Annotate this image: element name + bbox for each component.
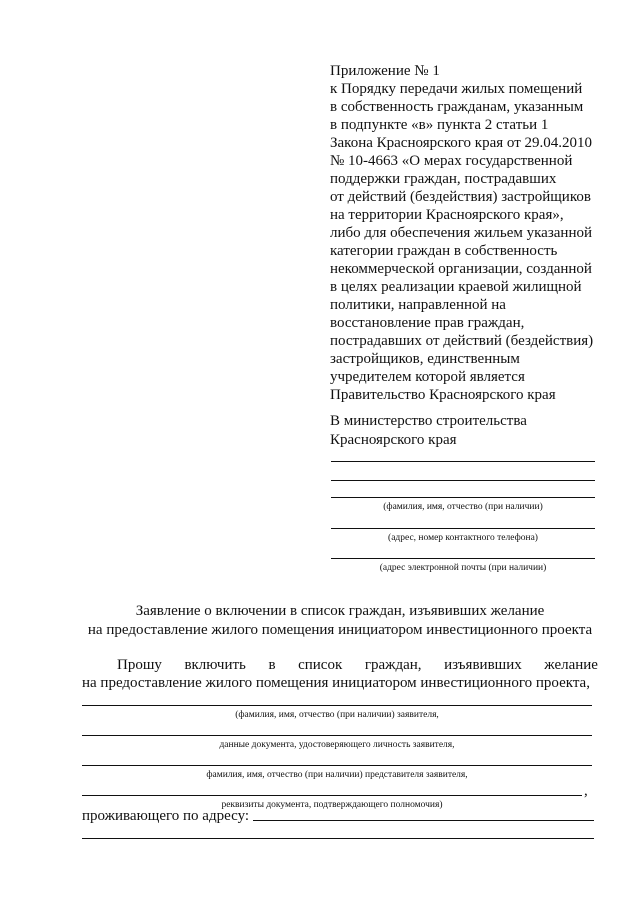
appendix-line: учредителем которой является <box>330 369 525 385</box>
identity-document-field[interactable] <box>82 735 592 750</box>
appendix-line: к Порядку передачи жилых помещений <box>330 81 583 97</box>
request-word: граждан, <box>364 657 422 673</box>
appendix-line: пострадавших от действий (бездействия) <box>330 333 594 349</box>
applicant-address-caption: (адрес, номер контактного телефона) <box>388 533 538 543</box>
appendix-line: категории граждан в собственность <box>330 243 558 259</box>
appendix-line: в целях реализации краевой жилищной <box>330 279 582 295</box>
appendix-line: на территории Красноярского края», <box>330 207 564 223</box>
recipient-line-1: В министерство строительства <box>330 413 527 429</box>
field-comma: , <box>584 783 588 799</box>
applicant-name-caption: (фамилия, имя, отчество (при наличии) заявителя, <box>235 710 439 720</box>
appendix-line: № 10-4663 «О мерах государственной <box>330 153 573 169</box>
appendix-line: в подпункте «в» пункта 2 статьи 1 <box>330 117 549 133</box>
request-word: желание <box>544 657 598 673</box>
applicant-email-caption: (адрес электронной почты (при наличии) <box>379 563 547 573</box>
appendix-line: застройщиков, единственным <box>330 351 520 367</box>
recipient-line-2: Красноярского края <box>330 432 457 448</box>
request-word: включить <box>184 657 246 673</box>
residence-address-field[interactable] <box>253 820 594 821</box>
applicant-blank-line-1[interactable] <box>331 461 595 462</box>
appendix-line: восстановление прав граждан, <box>330 315 525 331</box>
request-line-2: на предоставление жилого помещения инициатором инвестиционного проекта, <box>82 675 590 691</box>
residence-address-row <box>82 808 594 825</box>
appendix-line: в собственность гражданам, указанным <box>330 99 584 115</box>
appendix-line: Закона Красноярского края от 29.04.2010 <box>330 135 593 151</box>
appendix-line: Правительство Красноярского края <box>330 387 556 403</box>
appendix-line: политики, направленной на <box>330 297 506 313</box>
appendix-line: либо для обеспечения жильем указанной <box>330 225 593 241</box>
title-line-2: на предоставление жилого помещения инициатором инвестиционного проекта <box>87 622 593 638</box>
recipient-block <box>330 412 610 450</box>
request-word: Прошу <box>117 657 162 673</box>
applicant-fio-field[interactable] <box>331 497 595 512</box>
authority-document-caption: реквизиты документа, подтверждающего полномочия) <box>221 800 443 810</box>
residence-address-label: проживающего по адресу: <box>82 808 250 824</box>
request-paragraph <box>82 656 598 692</box>
appendix-line: Приложение № 1 <box>330 63 440 79</box>
application-title <box>60 602 620 640</box>
applicant-fio-caption: (фамилия, имя, отчество (при наличии) <box>383 502 543 512</box>
identity-document-caption: данные документа, удостоверяющего личность заявителя, <box>219 740 455 750</box>
request-line-1 <box>82 656 598 674</box>
title-line-1: Заявление о включении в список граждан, изъявивших желание <box>135 603 545 619</box>
request-word: список <box>298 657 343 673</box>
appendix-line: от действий (бездействия) застройщиков <box>330 189 591 205</box>
representative-name-caption: фамилия, имя, отчество (при наличии) представителя заявителя, <box>206 770 468 780</box>
representative-name-field[interactable] <box>82 765 592 780</box>
applicant-name-field[interactable] <box>82 705 592 720</box>
request-word: изъявивших <box>444 657 522 673</box>
applicant-address-field[interactable] <box>331 528 595 543</box>
appendix-line: поддержки граждан, пострадавших <box>330 171 557 187</box>
request-word: в <box>268 657 276 673</box>
appendix-header <box>330 62 610 404</box>
appendix-line: некоммерческой организации, созданной <box>330 261 592 277</box>
applicant-email-field[interactable] <box>331 558 595 573</box>
residence-address-continuation-field[interactable] <box>82 838 594 839</box>
applicant-blank-line-2[interactable] <box>331 480 595 481</box>
